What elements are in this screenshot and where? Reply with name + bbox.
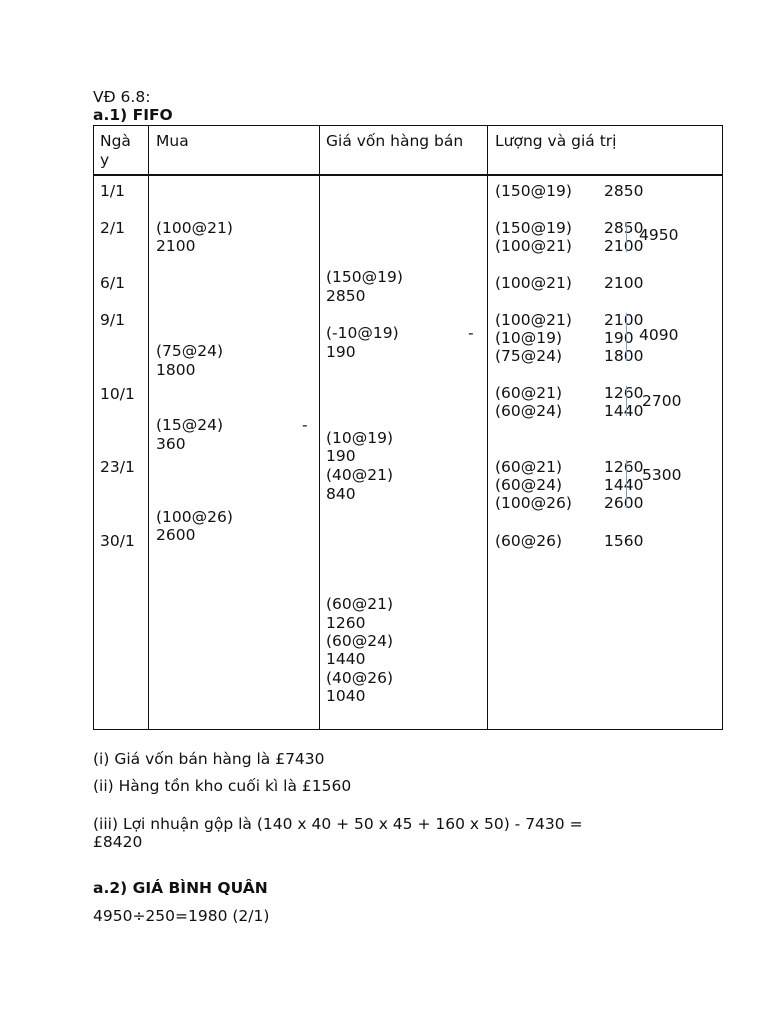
cogs-amount: 190: [326, 447, 356, 465]
brace-icon: [626, 386, 630, 416]
balance-amount: 2100: [604, 237, 644, 255]
note-ii: (ii) Hàng tồn kho cuối kì là £1560: [93, 777, 352, 795]
purchase-amount: 2100: [156, 237, 196, 255]
cogs-amount: 1040: [326, 687, 366, 705]
purchase-qty: (100@21): [156, 219, 233, 237]
balance-amount: 1260: [604, 384, 644, 402]
balance-qty: (60@21): [495, 384, 563, 402]
header-divider: [93, 174, 723, 176]
cogs-amount: 1260: [326, 614, 366, 632]
purchase-qty: (15@24): [156, 416, 224, 434]
balance-qty: (60@26): [495, 532, 563, 550]
cogs-amount: 2850: [326, 287, 366, 305]
balance-amount: 190: [604, 329, 634, 347]
cogs-qty: (60@21): [326, 595, 394, 613]
subtotal: 4950: [639, 226, 679, 244]
note-iii-result: £8420: [93, 833, 143, 851]
balance-qty: (60@24): [495, 476, 563, 494]
balance-amount: 2600: [604, 494, 644, 512]
header-cogs: Giá vốn hàng bán: [326, 132, 464, 150]
date-cell: 23/1: [100, 458, 135, 476]
balance-qty: (10@19): [495, 329, 563, 347]
column-divider: [148, 125, 149, 730]
balance-amount: 2850: [604, 219, 644, 237]
date-cell: 2/1: [100, 219, 125, 237]
balance-qty: (150@19): [495, 182, 572, 200]
balance-amount: 2100: [604, 274, 644, 292]
purchase-amount: 2600: [156, 526, 196, 544]
cogs-dash: -: [468, 324, 474, 342]
purchase-qty: (100@26): [156, 508, 233, 526]
header-date: Ngà: [100, 132, 131, 150]
header-balance: Lượng và giá trị: [495, 132, 617, 150]
subtotal: 2700: [642, 392, 682, 410]
purchase-amount: 1800: [156, 361, 196, 379]
purchase-qty: (75@24): [156, 342, 224, 360]
brace-icon: [626, 313, 630, 361]
date-cell: 9/1: [100, 311, 125, 329]
balance-qty: (150@19): [495, 219, 572, 237]
cogs-qty: (60@24): [326, 632, 394, 650]
cogs-amount: 1440: [326, 650, 366, 668]
section-a2-title: a.2) GIÁ BÌNH QUÂN: [93, 879, 268, 897]
balance-amount: 1260: [604, 458, 644, 476]
note-i: (i) Giá vốn bán hàng là £7430: [93, 750, 325, 768]
date-cell: 6/1: [100, 274, 125, 292]
date-cell: 1/1: [100, 182, 125, 200]
section-a1-title: a.1) FIFO: [93, 106, 173, 124]
cogs-amount: 840: [326, 485, 356, 503]
brace-icon: [626, 222, 630, 252]
subtotal: 4090: [639, 326, 679, 344]
cogs-qty: (150@19): [326, 268, 403, 286]
balance-qty: (60@21): [495, 458, 563, 476]
balance-amount: 1560: [604, 532, 644, 550]
cogs-amount: 190: [326, 343, 356, 361]
header-purchase: Mua: [156, 132, 189, 150]
balance-qty: (100@26): [495, 494, 572, 512]
balance-qty: (75@24): [495, 347, 563, 365]
average-formula: 4950÷250=1980 (2/1): [93, 907, 270, 925]
cogs-qty: (10@19): [326, 429, 394, 447]
balance-qty: (100@21): [495, 274, 572, 292]
column-divider: [319, 125, 320, 730]
date-cell: 10/1: [100, 385, 135, 403]
cogs-qty: (40@26): [326, 669, 394, 687]
brace-icon: [626, 460, 630, 508]
balance-amount: 2850: [604, 182, 644, 200]
balance-amount: 1440: [604, 402, 644, 420]
balance-amount: 1800: [604, 347, 644, 365]
balance-amount: 2100: [604, 311, 644, 329]
note-iii: (iii) Lợi nhuận gộp là (140 x 40 + 50 x 45 + 160 x 50) - 7430 =: [93, 815, 583, 833]
purchase-dash: -: [302, 416, 308, 434]
balance-qty: (100@21): [495, 311, 572, 329]
column-divider: [487, 125, 488, 730]
cogs-qty: (40@21): [326, 466, 394, 484]
balance-qty: (60@24): [495, 402, 563, 420]
subtotal: 5300: [642, 466, 682, 484]
balance-amount: 1440: [604, 476, 644, 494]
date-cell: 30/1: [100, 532, 135, 550]
purchase-amount: 360: [156, 435, 186, 453]
balance-qty: (100@21): [495, 237, 572, 255]
heading: VĐ 6.8:: [93, 88, 151, 106]
cogs-qty: (-10@19): [326, 324, 399, 342]
header-date-cont: y: [100, 151, 110, 169]
